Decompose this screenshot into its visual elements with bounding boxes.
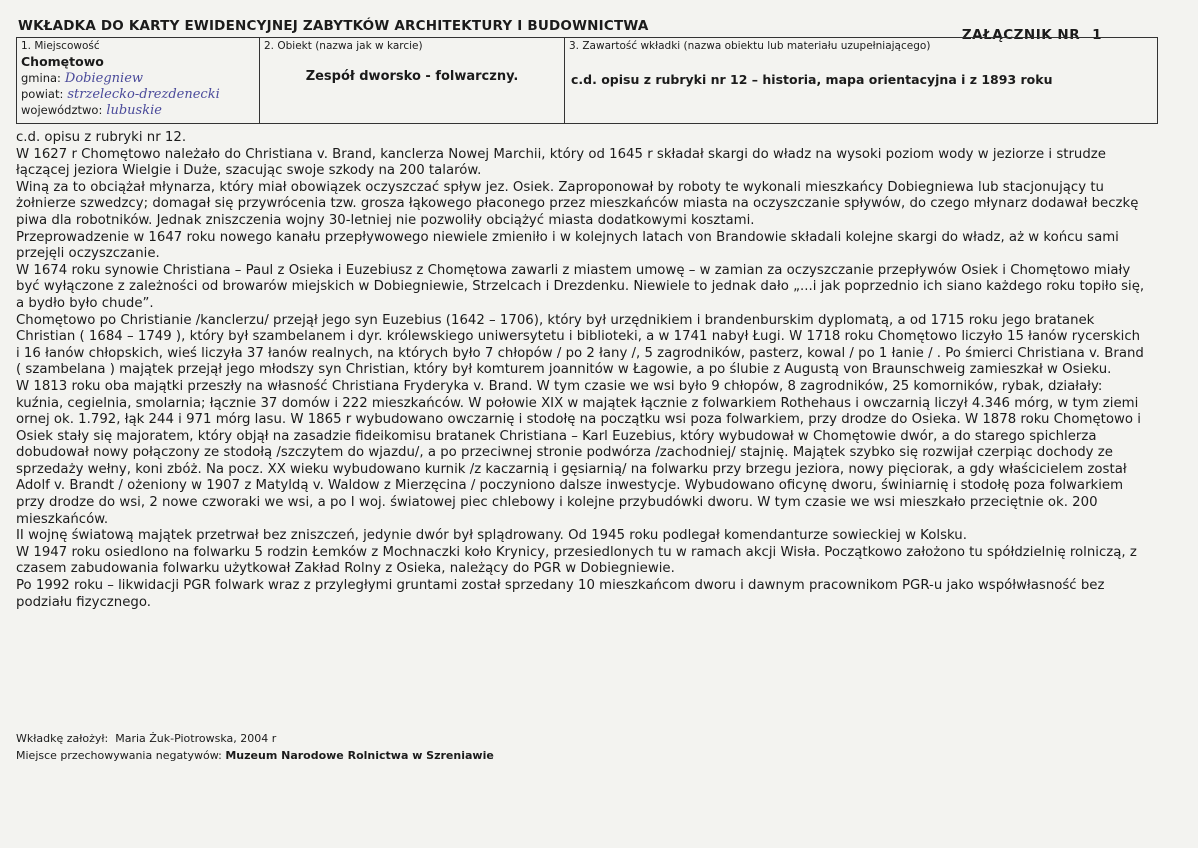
header-table <box>16 37 1158 124</box>
document-footer <box>16 730 494 764</box>
author-value: Maria Żuk-Piotrowska, 2004 r <box>115 732 277 745</box>
location-cell <box>17 38 260 123</box>
gmina-label: gmina: <box>21 71 61 85</box>
paragraph: Po 1992 roku – likwidacji PGR folwark wraz z przyległymi gruntami został sprzedany 10 mieszkańcom dworu i dawnym pracownikom PGR-u jako współwłasność bez podziału fizycznego. <box>16 578 1105 610</box>
paragraph: W 1674 roku synowie Christiana – Paul z Osieka i Euzebiusz z Chomętowa zawarli z miastem umowę – w zamian za oczyszczanie przepływów Osiek i Chomętowo miały być wyłączone z zależności od browarów miejskich w Dobiegniewie, Strzelcach i Drezdenku. Niewiele to jednak dało „...i jak poprzednio ich siano każdego roku topiło się, a bydło było chude”. <box>16 262 1145 311</box>
powiat-label: powiat: <box>21 87 64 101</box>
place-name: Chomętowo <box>21 54 104 69</box>
author-line <box>16 730 494 747</box>
annex-number: 1 <box>1092 27 1102 43</box>
paragraph: W 1813 roku oba majątki przeszły na własność Christiana Fryderyka v. Brand. W tym czasie we wsi było 9 chłopów, 8 zagrodników, 25 komorników, rybak, działały: kuźnia, cegielnia, smolarnia; łącznie 37 domów i 222 mieszkańców. W połowie XIX w majątek łącznie z folwarkiem Rothehaus i owczarnią liczył 4.346 mórg, w tym ziemi ornej ok. 1.792, łąk 244 i 971 mórg lasu. W 1865 r wybudowano owczarnię i stodołę na początku wsi poza folwarkiem, przy drodze do Osieka. W 1878 roku Chomętowo i Osiek stały się majoratem, który objął na zasadzie fideikomisu bratanek Christiana – Karl Euzebius, który wybudował w Chomętowie dwór, a do starego spichlerza dobudował nowy połączony ze stodołą /szczytem do wjazdu/, a po przeciwnej stronie podwórza /zachodniej/ stajnię. Majątek szybko się rozwijał czerpiąc dochody ze sprzedaży wełny, koni zbóż. Na pocz. XX wieku wybudowano kurnik /z kaczarnią i gęsiarnią/ na folwarku przy brzegu jeziora, nowy pięciorak, a gdy właścicielem został Adolf v. Brandt / ożeniony w 1907 z Matyldą v. Waldow z Mierzęcina / poczyniono dalsze inwestycje. Wybudowano oficynę dworu, świniarnię i stodołę poza folwarkiem przy drodze do wsi, 2 nowe czworaki we wsi, a po I woj. światowej piec chlebowy i kolejne przybudówki dworu. W tym czasie we wsi mieszkało przeciętnie ok. 200 mieszkańców. <box>16 378 1141 527</box>
storage-label: Miejsce przechowywania negatywów: <box>16 749 222 762</box>
voivodeship-value: lubuskie <box>106 103 162 118</box>
content-description: c.d. opisu z rubryki nr 12 – historia, mapa orientacyjna i z 1893 roku <box>571 72 1053 87</box>
content-caption: 3. Zawartość wkładki (nazwa obiektu lub materiału uzupełniającego) <box>569 40 931 52</box>
voivodeship-field <box>21 103 162 118</box>
paragraph: W 1947 roku osiedlono na folwarku 5 rodzin Łemków z Mochnaczki koło Krynicy, przesiedlonych tu w ramach akcji Wisła. Początkowo założono tu spółdzielnię rolniczą, z czasem zabudowania folwarku użytkował Zakład Rolny z Osieka, należący do PGR w Dobiegniewie. <box>16 544 1137 577</box>
paragraph: Chomętowo po Christianie /kanclerzu/ przejął jego syn Euzebius (1642 – 1706), który był urzędnikiem i brandenburskim dyplomatą, a od 1715 roku jego bratanek Christian ( 1684 – 1749 ), który był szambelanem i dyr. królewskiego uniwersytetu i biblioteki, a w 1741 nabył Ługi. W 1718 roku Chomętowo liczyło 15 łanów rycerskich i 16 łanów chłopskich, wieś liczyła 37 łanów realnych, na których było 7 chłopów / po 2 łany /, 5 zagrodników, pasterz, kowal / po 1 łanie / . Po śmierci Christiana v. Brand ( szambelana ) majątek przejął jego młodszy syn Christian, który był komturem joannitów w Łagowie, a po ślubie z Augustą von Braunschweig zamieszkał w Osieku. <box>16 312 1144 378</box>
powiat-field <box>21 87 220 102</box>
object-name: Zespół dworsko - folwarczny. <box>305 69 519 84</box>
paragraph: Winą za to obciążał młynarza, który miał obowiązek oczyszczać spływ jez. Osiek. Zaproponował by roboty te wykonali mieszkańcy Dobiegniewa lub stacjonujący tu żołnierze szwedzcy; domagał się przywrócenia tzw. grosza łąkowego płaconego przez mieszkańców miasta na oczyszczanie spływów, do czego młynarz dodawał beczkę piwa dla robotników. Jednak zniszczenia wojny 30-letniej nie pozwoliły obciążyć miasta dodatkowymi kosztami. <box>16 179 1139 228</box>
voivodeship-label: województwo: <box>21 103 103 117</box>
annex-label-text: ZAŁĄCZNIK NR <box>961 27 1081 43</box>
storage-value: Muzeum Narodowe Rolnictwa w Szreniawie <box>225 749 494 762</box>
gmina-field <box>21 71 143 86</box>
object-caption: 2. Obiekt (nazwa jak w karcie) <box>264 40 423 52</box>
paragraph: II wojnę światową majątek przetrwał bez zniszczeń, jedynie dwór był splądrowany. Od 1945 roku podlegał komendanturze sowieckiej w Kolsku. <box>16 528 967 544</box>
object-cell <box>260 38 565 123</box>
gmina-value: Dobiegniew <box>64 71 144 86</box>
paragraph: c.d. opisu z rubryki nr 12. <box>16 130 187 145</box>
powiat-value: strzelecko-drezdenecki <box>67 87 220 102</box>
content-cell <box>565 38 1157 123</box>
storage-line <box>16 747 494 764</box>
location-caption: 1. Miejscowość <box>21 40 100 52</box>
author-label: Wkładkę założył: <box>16 732 109 745</box>
paragraph: W 1627 r Chomętowo należało do Christiana v. Brand, kanclerza Nowej Marchii, który od 1645 r składał skargi do władz na wysoki poziom wody w jeziorze i strudze łączącej jeziora Wielgie i Duże, szacując swoje szkody na 200 talarów. <box>16 146 1106 179</box>
history-text <box>16 130 1146 611</box>
paragraph: Przeprowadzenie w 1647 roku nowego kanału przepływowego niewiele zmieniło i w kolejnych latach von Brandowie składali kolejne skargi do władz, aż w końcu sami przejęli oczyszczanie. <box>16 229 1119 262</box>
document-title: WKŁADKA DO KARTY EWIDENCYJNEJ ZABYTKÓW ARCHITEKTURY I BUDOWNICTWA <box>18 18 649 34</box>
